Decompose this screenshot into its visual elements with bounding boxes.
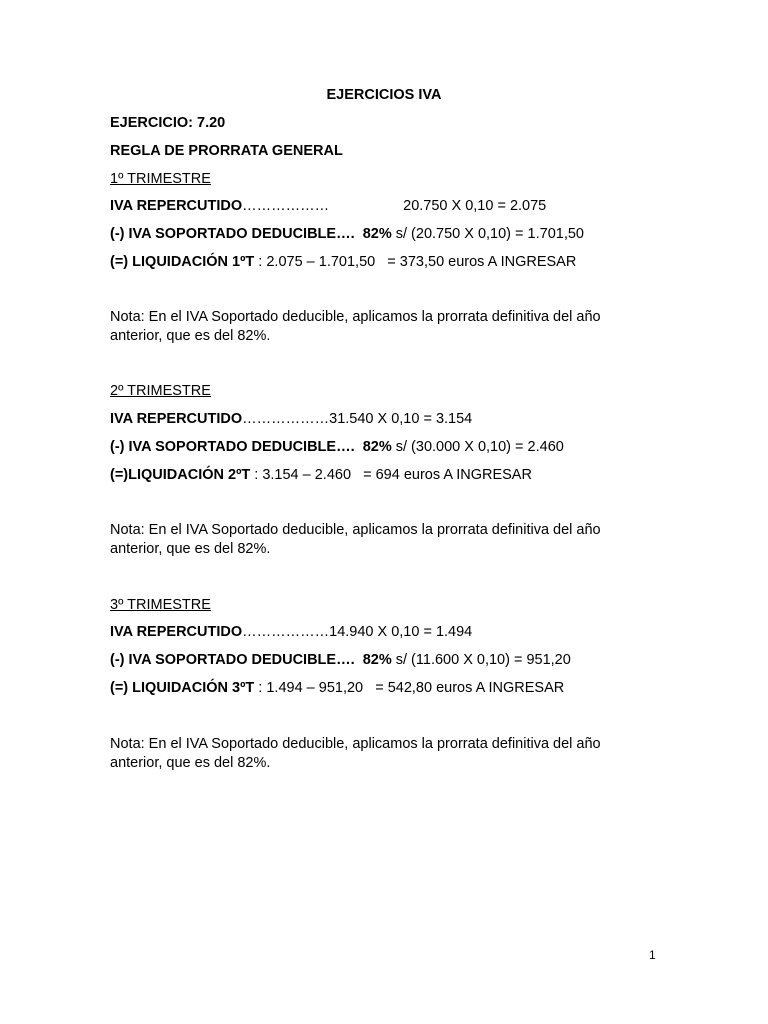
- q2-heading: 2º TRIMESTRE: [110, 383, 211, 399]
- q3-liq-label: (=) LIQUIDACIÓN 3ºT: [110, 680, 255, 696]
- rule-heading: REGLA DE PRORRATA GENERAL: [110, 143, 343, 159]
- q2-soportado: [110, 438, 564, 456]
- q1-rep-calc: 20.750 X 0,10 = 2.075: [403, 198, 547, 214]
- q1-note: Nota: En el IVA Soportado deducible, aplicamos la prorrata definitiva del año anterior, que es del 82%.: [110, 309, 601, 344]
- q2-liq-calc: : 3.154 – 2.460 = 694 euros A INGRESAR: [254, 467, 532, 483]
- q2-liquidacion: [110, 466, 532, 484]
- q2-rep-label: IVA REPERCUTIDO: [110, 411, 243, 427]
- page-number: 1: [649, 948, 656, 962]
- q1-liquidacion: [110, 253, 576, 271]
- q1-sop-calc: s/ (20.750 X 0,10) = 1.701,50: [395, 226, 584, 242]
- q3-heading: 3º TRIMESTRE: [110, 597, 211, 613]
- q3-rep-dots: ………………: [242, 624, 330, 640]
- q2-sop-calc: s/ (30.000 X 0,10) = 2.460: [395, 439, 564, 455]
- q3-repercutido: [110, 623, 472, 641]
- q3-sop-pct: 82%: [362, 652, 392, 668]
- q1-sop-label: (-) IVA SOPORTADO DEDUCIBLE….: [110, 226, 355, 242]
- q2-liq-label: (=)LIQUIDACIÓN 2ºT: [110, 467, 251, 483]
- q2-rep-dots: ………………: [242, 411, 330, 427]
- q3-rep-calc: 14.940 X 0,10 = 1.494: [329, 624, 473, 640]
- q3-rep-label: IVA REPERCUTIDO: [110, 624, 243, 640]
- q3-liquidacion: [110, 679, 564, 697]
- q2-rep-calc: 31.540 X 0,10 = 3.154: [329, 411, 473, 427]
- q1-heading: 1º TRIMESTRE: [110, 171, 211, 187]
- q3-soportado: [110, 651, 571, 669]
- q2-sop-label: (-) IVA SOPORTADO DEDUCIBLE….: [110, 439, 355, 455]
- q1-soportado: [110, 225, 584, 243]
- q3-note: Nota: En el IVA Soportado deducible, aplicamos la prorrata definitiva del año anterior, que es del 82%.: [110, 736, 601, 771]
- q3-liq-calc: : 1.494 – 951,20 = 542,80 euros A INGRESAR: [258, 680, 565, 696]
- q3-sop-label: (-) IVA SOPORTADO DEDUCIBLE….: [110, 652, 355, 668]
- q3-sop-calc: s/ (11.600 X 0,10) = 951,20: [395, 652, 571, 668]
- page-title: EJERCICIOS IVA: [326, 87, 442, 103]
- exercise-number: EJERCICIO: 7.20: [110, 115, 226, 131]
- q2-repercutido: [110, 410, 472, 428]
- q1-rep-label: IVA REPERCUTIDO: [110, 198, 243, 214]
- q1-sop-pct: 82%: [362, 226, 392, 242]
- q2-note: Nota: En el IVA Soportado deducible, aplicamos la prorrata definitiva del año anterior, que es del 82%.: [110, 522, 601, 557]
- q1-rep-dots: ………………: [242, 198, 330, 214]
- q1-liq-label: (=) LIQUIDACIÓN 1ºT: [110, 254, 255, 270]
- q1-liq-calc: : 2.075 – 1.701,50 = 373,50 euros A INGRESAR: [258, 254, 577, 270]
- q2-sop-pct: 82%: [362, 439, 392, 455]
- q1-repercutido: [110, 197, 546, 215]
